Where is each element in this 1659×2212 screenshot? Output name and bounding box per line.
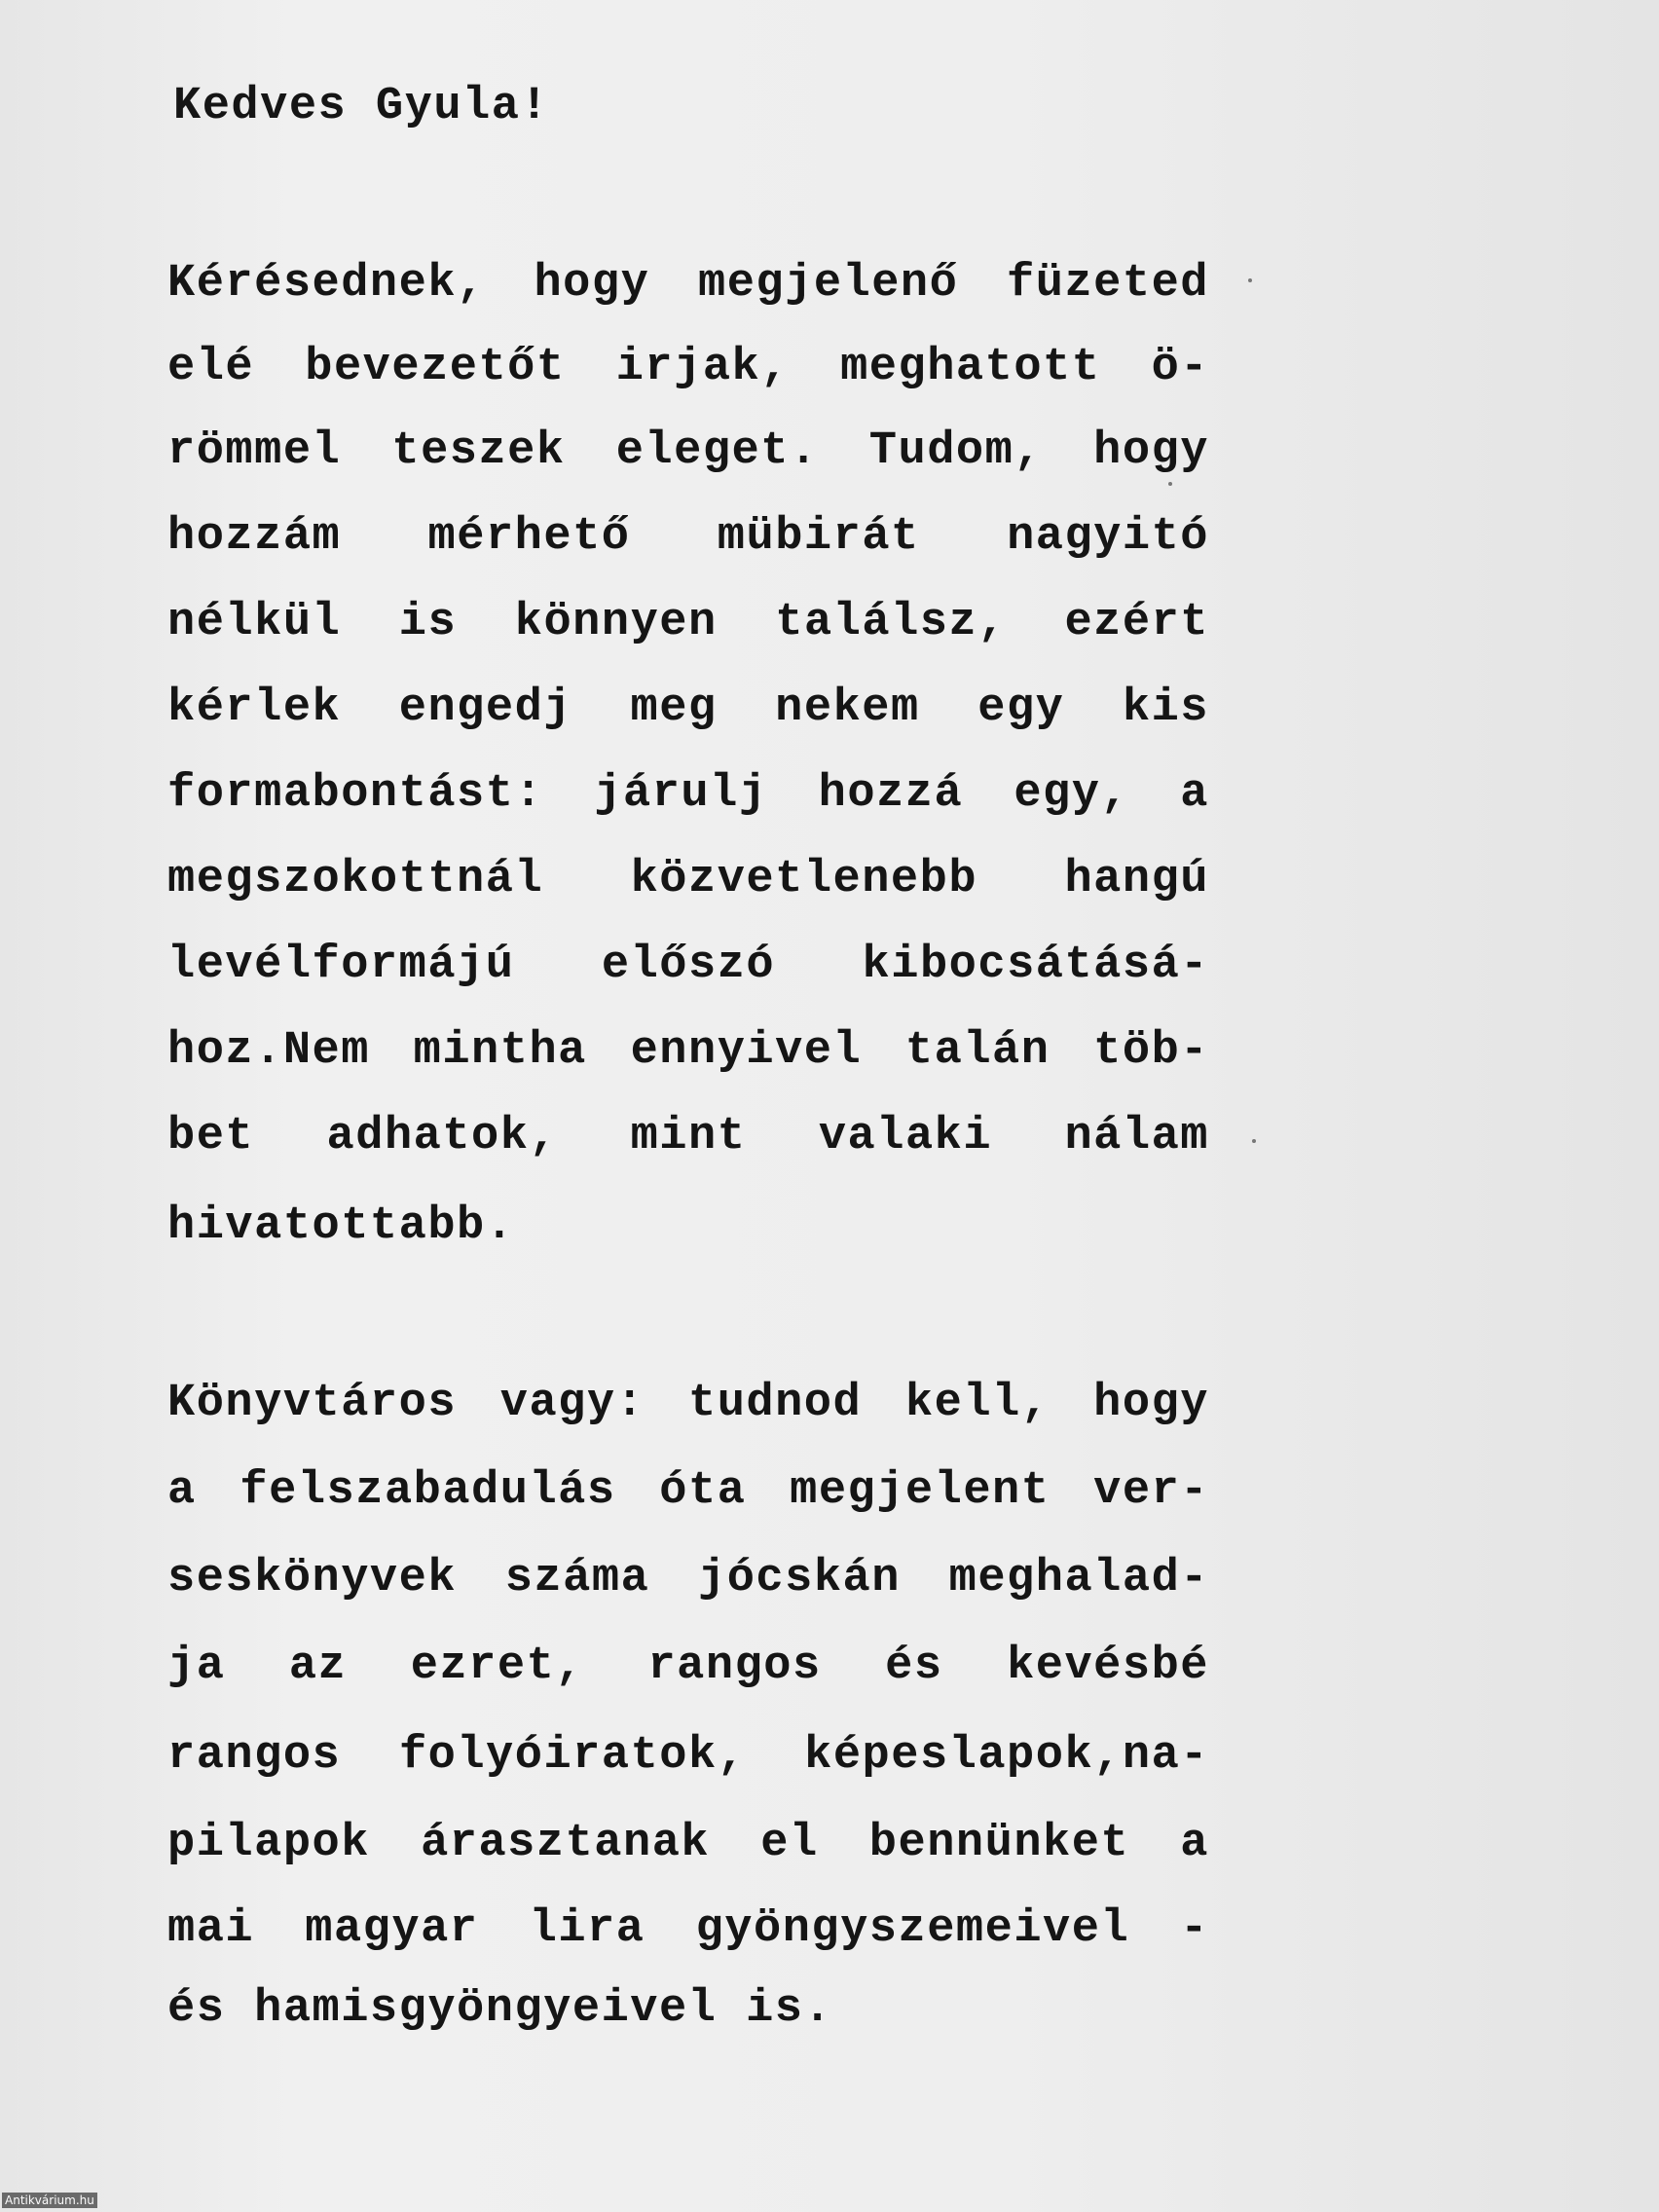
letter-greeting: Kedves Gyula! bbox=[173, 81, 550, 132]
watermark: Antikvárium.hu bbox=[2, 2193, 97, 2208]
paragraph1-line: kérlek engedj meg nekem egy kis bbox=[167, 682, 1209, 734]
paragraph2-line: a felszabadulás óta megjelent ver- bbox=[167, 1465, 1209, 1517]
paper-speck bbox=[1252, 1139, 1256, 1143]
paragraph1-line: megszokottnál közvetlenebb hangú bbox=[167, 854, 1209, 905]
paragraph2-line: mai magyar lira gyöngyszemeivel - bbox=[167, 1903, 1209, 1955]
paragraph1-line: bet adhatok, mint valaki nálam bbox=[167, 1111, 1209, 1162]
paragraph1-line: levélformájú előszó kibocsátásá- bbox=[167, 940, 1209, 991]
paragraph2-line: pilapok árasztanak el bennünket a bbox=[167, 1818, 1209, 1869]
paragraph2-line: Könyvtáros vagy: tudnod kell, hogy bbox=[167, 1378, 1209, 1429]
paragraph2-line: rangos folyóiratok, képeslapok,na- bbox=[167, 1730, 1209, 1782]
paragraph2-line: ja az ezret, rangos és kevésbé bbox=[167, 1641, 1209, 1692]
paragraph1-line: elé bevezetőt irjak, meghatott ö- bbox=[167, 342, 1209, 393]
paragraph1-line: römmel teszek eleget. Tudom, hogy bbox=[167, 425, 1209, 477]
paragraph1-line: Kérésednek, hogy megjelenő füzeted bbox=[167, 258, 1209, 310]
paper-speck bbox=[1168, 482, 1172, 486]
paragraph1-line: formabontást: járulj hozzá egy, a bbox=[167, 768, 1209, 820]
paper-speck bbox=[1248, 278, 1252, 282]
paragraph2-line: seskönyvek száma jócskán meghalad- bbox=[167, 1553, 1209, 1604]
paragraph1-line: hoz.Nem mintha ennyivel talán töb- bbox=[167, 1025, 1209, 1077]
paragraph1-line: hozzám mérhető mübirát nagyitó bbox=[167, 511, 1209, 563]
paragraph1-line-last: hivatottabb. bbox=[167, 1200, 515, 1252]
paragraph2-line-last: és hamisgyöngyeivel is. bbox=[167, 1983, 833, 2035]
paragraph1-line: nélkül is könnyen találsz, ezért bbox=[167, 597, 1209, 648]
